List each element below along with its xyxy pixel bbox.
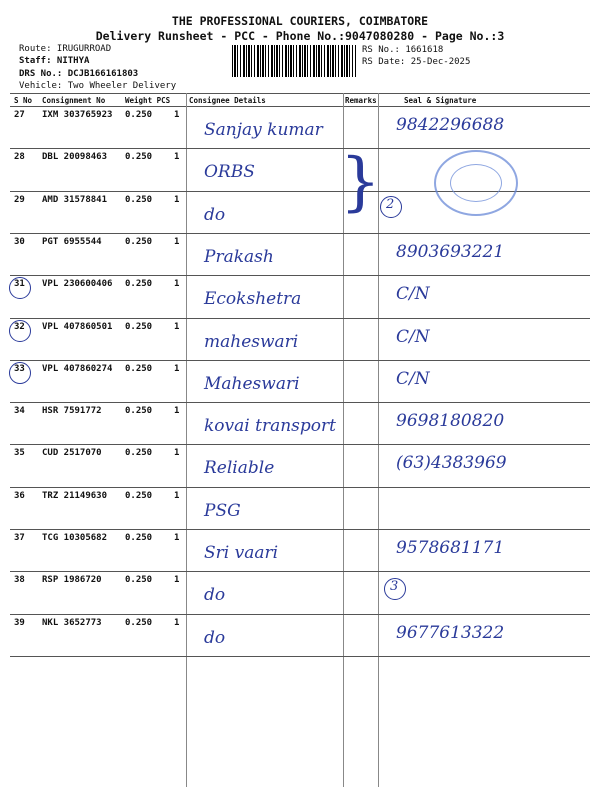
row-handwritten-consignee: do (204, 627, 226, 648)
row-sno: 30 (14, 236, 25, 247)
row-sno: 38 (14, 575, 25, 586)
row-weight: 0.250 (125, 236, 153, 247)
header-remarks: Remarks (345, 96, 377, 105)
row-consignment-no: RSP 1986720 (42, 575, 102, 586)
row-pcs: 1 (174, 194, 180, 205)
vehicle-label: Vehicle: Two Wheeler Delivery (19, 81, 177, 91)
runsheet-subtitle: Delivery Runsheet - PCC - Phone No.:9047080280 - Page No.:3 (95, 29, 505, 43)
row-signature: C/N (396, 368, 430, 389)
row-sno: 34 (14, 406, 25, 417)
row-divider (10, 614, 590, 615)
row-sno-circle (9, 277, 31, 299)
remark-note-3: 3 (390, 579, 399, 594)
row-sno: 39 (14, 617, 25, 628)
row-consignment-no: HSR 7591772 (42, 406, 102, 417)
row-consignment-no: PGT 6955544 (42, 236, 102, 247)
row-pcs: 1 (174, 236, 180, 247)
row-sno: 31 (14, 279, 25, 290)
row-sno: 37 (14, 533, 25, 543)
row-handwritten-consignee: Maheswari (204, 373, 300, 394)
header-weight-pcs: Weight PCS (125, 96, 171, 105)
column-divider-details (186, 93, 187, 787)
row-pcs: 1 (174, 490, 180, 501)
drs-number: DRS No.: DCJB166161803 (19, 69, 139, 79)
row-signature: (63)4383969 (396, 453, 507, 474)
remark-note-2: 2 (386, 197, 395, 212)
row-pcs: 1 (174, 152, 180, 163)
row-weight: 0.250 (125, 406, 153, 417)
row-signature: 9842296688 (396, 115, 505, 135)
row-weight: 0.250 (125, 194, 153, 205)
header-seal-signature: Seal & Signature (404, 96, 477, 105)
row-pcs: 1 (174, 363, 180, 374)
row-pcs: 1 (174, 321, 180, 332)
row-handwritten-consignee: PSG (204, 500, 241, 521)
table-header-rule (10, 106, 590, 107)
row-signature: C/N (396, 326, 430, 347)
row-handwritten-consignee: Ecokshetra (204, 289, 302, 310)
row-weight: 0.250 (125, 448, 153, 459)
row-weight: 0.250 (125, 617, 153, 628)
row-sno: 35 (14, 448, 25, 459)
row-weight: 0.250 (125, 575, 153, 586)
row-handwritten-consignee: do (204, 204, 226, 225)
row-divider (10, 402, 590, 403)
header-consignee-details: Consignee Details (189, 96, 266, 105)
row-divider (10, 656, 590, 657)
header-sno: S No (14, 96, 33, 105)
remarks-brace: } (340, 145, 381, 219)
row-pcs: 1 (174, 279, 180, 290)
row-sno: 27 (14, 110, 25, 120)
table-top-rule (10, 93, 590, 94)
company-title: THE PROFESSIONAL COURIERS, COIMBATORE (171, 14, 429, 28)
row-consignment-no: VPL 407860501 (42, 321, 113, 332)
row-signature: 8903693221 (396, 241, 505, 262)
row-consignment-no: TRZ 21149630 (42, 490, 108, 501)
row-weight: 0.250 (125, 533, 153, 543)
row-divider (10, 275, 590, 276)
row-divider (10, 148, 590, 149)
row-signature: C/N (396, 284, 430, 305)
row-consignment-no: TCG 10305682 (42, 533, 108, 543)
row-divider (10, 487, 590, 488)
row-handwritten-consignee: Prakash (204, 246, 274, 267)
row-pcs: 1 (174, 406, 180, 417)
row-weight: 0.250 (125, 321, 153, 332)
row-pcs: 1 (174, 617, 180, 628)
row-consignment-no: AMD 31578841 (42, 194, 108, 205)
row-sno-circle (9, 320, 31, 342)
row-pcs: 1 (174, 110, 180, 120)
row-handwritten-consignee: Reliable (204, 458, 275, 479)
row-pcs: 1 (174, 448, 180, 459)
row-sno: 28 (14, 152, 25, 163)
row-handwritten-consignee: Sri vaari (204, 543, 279, 563)
staff-label: Staff: NITHYA (19, 56, 90, 66)
row-sno: 29 (14, 194, 25, 205)
row-divider (10, 444, 590, 445)
row-consignment-no: CUD 2517070 (42, 448, 102, 459)
row-consignment-no: IXM 303765923 (42, 110, 113, 120)
row-divider (10, 529, 590, 530)
row-weight: 0.250 (125, 490, 153, 501)
row-weight: 0.250 (125, 110, 153, 120)
row-weight: 0.250 (125, 363, 153, 374)
courier-seal-stamp (434, 150, 518, 216)
row-divider (10, 233, 590, 234)
barcode-image (232, 45, 356, 77)
row-signature: 9578681171 (396, 538, 505, 558)
header-consignment: Consignment No (42, 96, 106, 105)
row-weight: 0.250 (125, 279, 153, 290)
row-sno: 33 (14, 363, 25, 374)
row-handwritten-consignee: ORBS (204, 162, 255, 183)
row-divider (10, 360, 590, 361)
rs-date: RS Date: 25-Dec-2025 (362, 57, 471, 67)
row-sno: 36 (14, 490, 25, 501)
row-sno-circle (9, 362, 31, 384)
row-pcs: 1 (174, 575, 180, 586)
row-sno: 32 (14, 321, 25, 332)
row-consignment-no: NKL 3652773 (42, 617, 102, 628)
row-handwritten-consignee: Sanjay kumar (204, 120, 323, 140)
row-consignment-no: VPL 407860274 (42, 363, 113, 374)
row-signature: 9698180820 (396, 411, 505, 432)
row-consignment-no: DBL 20098463 (42, 152, 108, 163)
rs-number: RS No.: 1661618 (362, 45, 444, 55)
row-weight: 0.250 (125, 152, 153, 163)
row-divider (10, 571, 590, 572)
row-handwritten-consignee: kovai transport (204, 416, 336, 437)
row-pcs: 1 (174, 533, 180, 543)
route-label: Route: IRUGURROAD (19, 44, 112, 54)
row-signature: 9677613322 (396, 622, 505, 643)
row-handwritten-consignee: maheswari (204, 331, 299, 352)
row-consignment-no: VPL 230600406 (42, 279, 113, 290)
row-divider (10, 318, 590, 319)
row-handwritten-consignee: do (204, 585, 226, 606)
